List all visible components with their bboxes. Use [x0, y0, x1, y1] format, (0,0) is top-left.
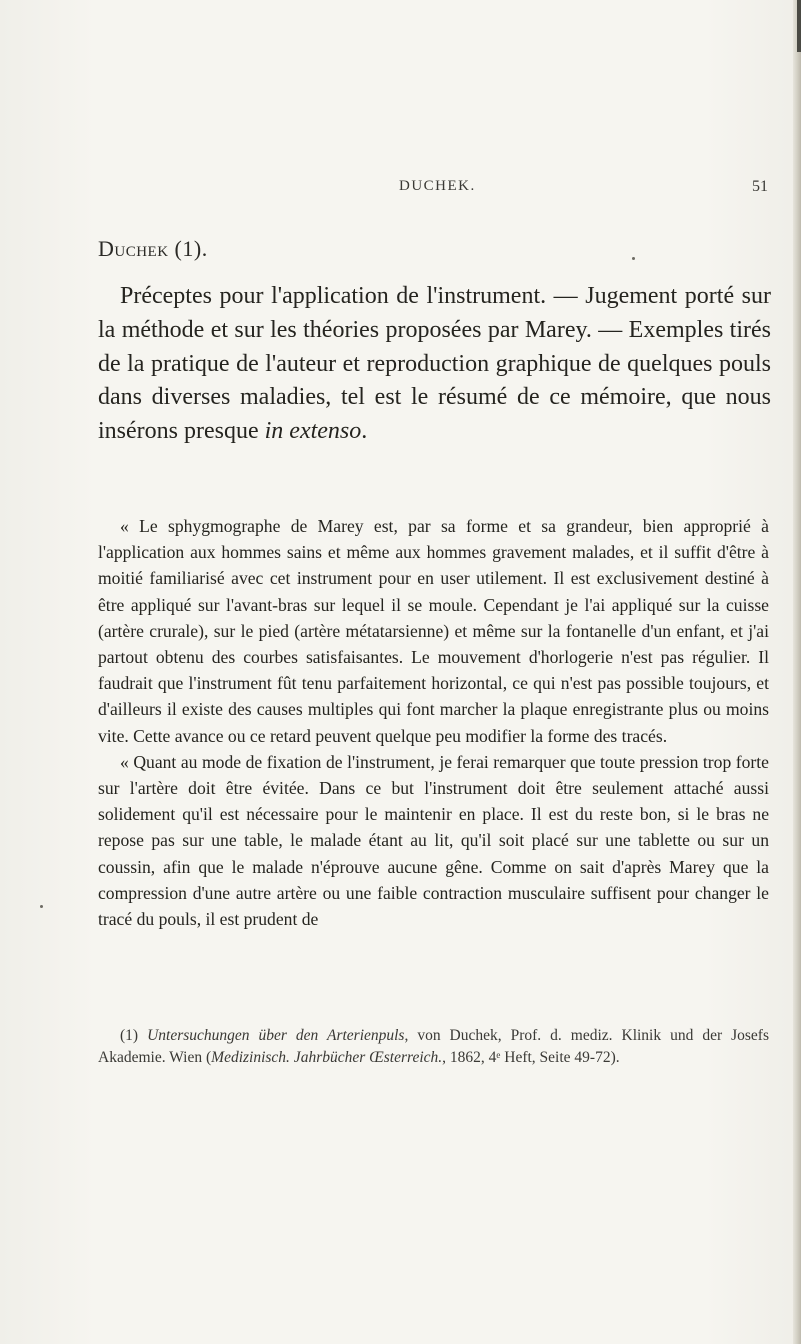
author-heading: Duchek (1).	[98, 236, 208, 261]
summary-italic: in extenso	[264, 418, 362, 445]
page-number: 51	[752, 178, 768, 195]
footnote-end: , 1862, 4ᵉ Heft, Seite 49-72).	[442, 1049, 620, 1066]
quote-paragraph-1: « Le sphygmographe de Marey est, par sa forme et sa grandeur, bien approprié à l'application aux hommes sains et même aux hommes gravement malades, et il suffit d'être à moitié familiarisé avec cet instrument pour en user utilement. Il est exclusivement destiné à être appliqué sur l'avant-bras sur lequel il se moule. Cependant je l'ai appliqué sur la cuisse (artère crurale), sur le pied (artère métatarsienne) et même sur la fontanelle d'un enfant, et j'ai partout obtenu des courbes satisfaisantes. Le mouvement d'horlogerie n'est pas régulier. Il faudrait que l'instrument fût tenu parfaitement horizontal, ce qui n'est pas possible toujours, et d'ailleurs il existe des causes multiples qui font marcher la plaque enregistrante plus ou moins vite. Cette avance ou ce retard peuvent quelque peu modifier la forme des tracés.	[98, 516, 769, 746]
running-title: DUCHEK.	[399, 178, 476, 194]
summary-end: .	[361, 418, 368, 445]
footnote	[98, 1025, 769, 1069]
paper-speck	[632, 257, 635, 260]
footnote-title: Untersuchungen über den Arterienpuls	[147, 1027, 405, 1044]
footnote-marker: (1)	[120, 1027, 148, 1044]
summary-text: Préceptes pour l'application de l'instrument. — Jugement porté sur la méthode et sur les théories proposées par Marey. — Exemples tirés de la pratique de l'auteur et reproduction graphique de quelques pouls dans diverses maladies, tel est le résumé de ce mémoire, que nous insérons presque	[98, 283, 771, 445]
quote-paragraph-2: « Quant au mode de fixation de l'instrument, je ferai remarquer que toute pression trop forte sur l'artère doit être évitée. Dans ce but l'instrument doit être seulement attaché aussi solidement qu'il est nécessaire pour le maintenir en place. Il est du reste bon, si le bras ne repose pas sur une table, le malade étant au lit, qu'il soit placé sur une tablette ou sur un coussin, afin que le malade n'éprouve aucune gêne. Comme on sait d'après Marey que la compression d'une autre artère ou une faible contraction musculaire suffisent pour changer le tracé du pouls, il est prudent de	[98, 751, 769, 930]
running-head	[0, 178, 801, 202]
page-edge-mark	[797, 0, 801, 52]
footnote-journal: Medizinisch. Jahrbücher Œsterreich.	[211, 1049, 443, 1066]
paper-speck	[40, 905, 43, 908]
footnote-text: , von Duchek, Prof. d. mediz. Klinik und der Josefs Akademie. Wien (	[98, 1027, 769, 1066]
quoted-text	[98, 513, 769, 932]
summary-paragraph	[98, 280, 771, 449]
